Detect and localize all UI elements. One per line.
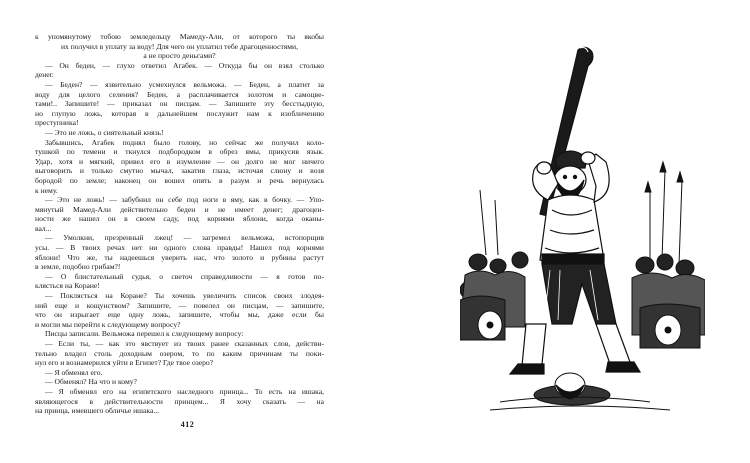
text-line: но глупую ложь, которая в дальнейшем послужит нам к изобличению <box>35 108 324 118</box>
text-line: на принца, имевшего обличье ишака... <box>35 406 160 416</box>
text-line: Писцы записали. Вельможа перешел к следующему вопросу: <box>45 329 244 339</box>
text-line: их получил в уплату за воду! Для чего он уплатил тебе драгоценностями, <box>60 41 299 51</box>
text-line: в земле, подобно грибам?! <box>35 262 121 272</box>
illustration-executioner <box>510 47 640 374</box>
text-line: — Умолкни, презренный лжец! — загремел вельможа, встопорщив <box>45 233 324 243</box>
text-line: — О блистательный судья, о светоч справедливости — я готов по- <box>45 271 324 281</box>
text-line: к упомянутому тобою земледельцу Мамеду-Али, от которого ты якобы <box>35 32 324 41</box>
text-line: клясться на Коране! <box>35 281 100 291</box>
text-line: — Он беден, — глухо ответил Агабек. — Откуда бы он взял столько <box>45 60 324 70</box>
text-line: — Я обменял его на египетского наследного принца... То есть на ишака, <box>45 386 324 396</box>
text-line: тушкой по темени и ткнулся подбородком в обрез ямы, прикусив язык. <box>35 147 324 157</box>
text-line: яблони! Что же, ты надеешься уверить нас, что золото и рубины растут <box>35 252 324 262</box>
text-line: — Это не ложь, о сиятельный князь! <box>45 127 164 137</box>
text-line: бородой по земле; наконец он вошел опять в разум и речь вернулась <box>35 175 324 185</box>
text-line: преступника! <box>35 118 79 128</box>
text-line: денег. <box>35 70 54 80</box>
text-line: Забывшись, Агабек поднял было голову, но сейчас же получил коло- <box>45 137 324 147</box>
ink-illustration <box>460 40 705 425</box>
text-line: и могли мы перейти к следующему вопросу? <box>35 319 181 329</box>
body-text <box>35 32 324 416</box>
text-line: — Поклясться на Коране? Ты хочешь увеличить список своих злодея- <box>45 291 324 301</box>
text-line: усы. — В твоих речах нет ни одного слова правды! Нашел под корнями <box>35 243 324 253</box>
right-page <box>375 0 750 463</box>
text-line: — Если ты, — как это явствует из твоих ранее сказанных слов, действи- <box>45 339 324 348</box>
text-line: Удар, хотя и мягкий, привел его в изумление — он долго не мог ничего <box>35 156 324 166</box>
text-line: нул его и вознамерился уйти в Египет? Где твое озеро? <box>35 358 214 368</box>
text-line: к нему. <box>35 185 58 195</box>
text-line: вал... <box>35 223 52 233</box>
text-line: — Это не ложь! — забубнил он себе под ноги в яму, как в бочку. — Упо- <box>45 195 324 205</box>
text-line: являющегося в действительности принцем... Я хочу сказать — на <box>35 396 324 406</box>
text-line: мянутый Мамед-Али действительно беден и не имеет денег; драгоцен- <box>35 204 324 214</box>
text-line: ний еще и кощунством? Запишите, — повелел он писцам, — запишите, <box>35 300 324 310</box>
text-line: — Я обменял его. <box>45 367 103 377</box>
text-line: тельно владел столь доходным озером, то по каким причинам ты поки- <box>35 348 324 358</box>
page-number: 412 <box>180 420 195 429</box>
text-line: — Обменял? На что и кому? <box>45 377 137 387</box>
text-line: тами!.. Запишите! — приказал он писцам. — Запишите эту бесстыдную, <box>35 99 324 109</box>
text-line: — Беден? — язвительно усмехнулся вельможа. — Беден, а платит за <box>45 79 324 89</box>
text-line: выговорить и только смутно мычал, закатив глаза, источая слюну и возя <box>35 166 324 176</box>
text-line: ности же нашел он в своем саду, под корнями яблони, когда оканы- <box>35 214 324 224</box>
text-line: а не просто деньгами? <box>143 51 216 61</box>
text-line: воду для целого селения? Беден, а расплачивается золотом и самоцве- <box>35 89 324 99</box>
text-line: что он изрыгает еще одну ложь, запишите, чтобы мы, даже если бы <box>35 310 324 320</box>
illustration-pit-head <box>490 373 670 410</box>
